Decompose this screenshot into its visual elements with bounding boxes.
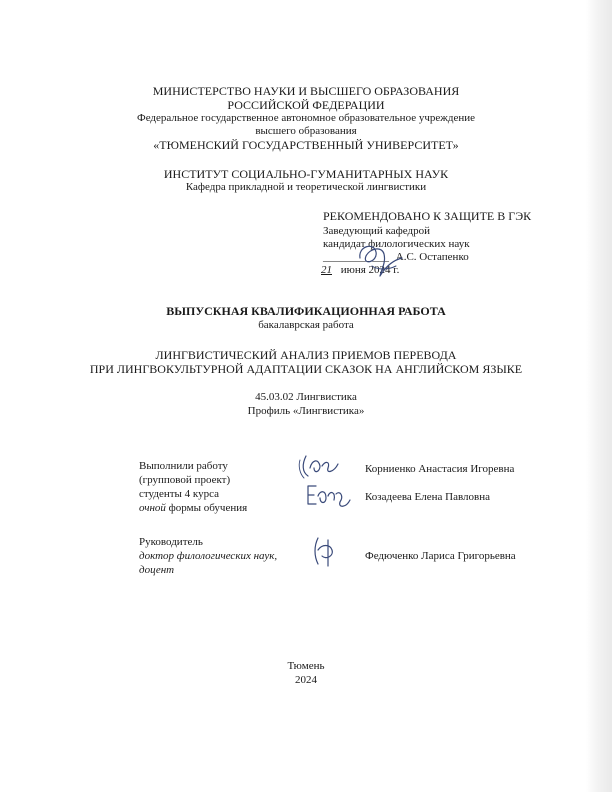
signature-icon xyxy=(352,236,408,282)
authors-label-line-3: студенты 4 курса xyxy=(139,488,220,500)
footer-year: 2024 xyxy=(295,674,317,686)
study-profile: Профиль «Лингвистика» xyxy=(247,405,365,417)
ministry-line-1: МИНИСТЕРСТВО НАУКИ И ВЫСШЕГО ОБРАЗОВАНИЯ xyxy=(152,84,460,98)
work-subtype: бакалаврская работа xyxy=(258,319,354,331)
institution-type-line-2: высшего образования xyxy=(255,125,357,137)
topic-line-2: ПРИ ЛИНГВОКУЛЬТУРНОЙ АДАПТАЦИИ СКАЗОК НА АНГЛИЙСКОМ ЯЗЫКЕ xyxy=(89,362,523,376)
approval-head-name: А.С. Остапенко xyxy=(395,251,469,263)
approval-date-day: 21 xyxy=(321,264,332,276)
ministry-line-2: РОССИЙСКОЙ ФЕДЕРАЦИИ xyxy=(227,98,385,112)
signature-icon xyxy=(304,534,344,570)
authors-label-line-2: (групповой проект) xyxy=(139,474,231,486)
approval-position: Заведующий кафедрой xyxy=(323,225,430,237)
department-name: Кафедра прикладной и теоретической лингвистики xyxy=(185,181,427,193)
approval-title: РЕКОМЕНДОВАНО К ЗАЩИТЕ В ГЭК xyxy=(323,209,532,223)
university-name: «ТЮМЕНСКИЙ ГОСУДАРСТВЕННЫЙ УНИВЕРСИТЕТ» xyxy=(153,138,459,152)
approval-date-rest: июня 2024 г. xyxy=(340,264,400,276)
approval-degree: кандидат филологических наук xyxy=(323,238,470,250)
supervisor-degree-line-1: доктор филологических наук, xyxy=(139,550,278,562)
supervisor-degree-line-2: доцент xyxy=(139,564,175,576)
study-form-italic: очной xyxy=(139,502,166,514)
study-program: 45.03.02 Лингвистика xyxy=(255,391,357,403)
student-2-name: Козадеева Елена Павловна xyxy=(365,491,490,503)
study-form-rest: формы обучения xyxy=(165,502,248,514)
authors-label-line-1: Выполнили работу xyxy=(139,460,228,472)
authors-label-line-4 xyxy=(139,503,247,514)
institution-type-line-1: Федеральное государственное автономное образовательное учреждение xyxy=(137,112,475,124)
student-1-name: Корниенко Анастасия Игоревна xyxy=(365,463,515,475)
work-type: ВЫПУСКНАЯ КВАЛИФИКАЦИОННАЯ РАБОТА xyxy=(166,304,446,318)
supervisor-name: Федюченко Лариса Григорьевна xyxy=(365,550,516,562)
supervisor-label: Руководитель xyxy=(139,536,203,548)
signature-icon xyxy=(296,450,360,480)
footer-city: Тюмень xyxy=(287,660,325,672)
topic-line-1: ЛИНГВИСТИЧЕСКИЙ АНАЛИЗ ПРИЕМОВ ПЕРЕВОДА xyxy=(155,348,457,362)
institute-name: ИНСТИТУТ СОЦИАЛЬНО-ГУМАНИТАРНЫХ НАУК xyxy=(163,167,449,181)
signature-icon xyxy=(300,478,364,512)
approval-signature-blank: ____________ xyxy=(323,251,389,263)
